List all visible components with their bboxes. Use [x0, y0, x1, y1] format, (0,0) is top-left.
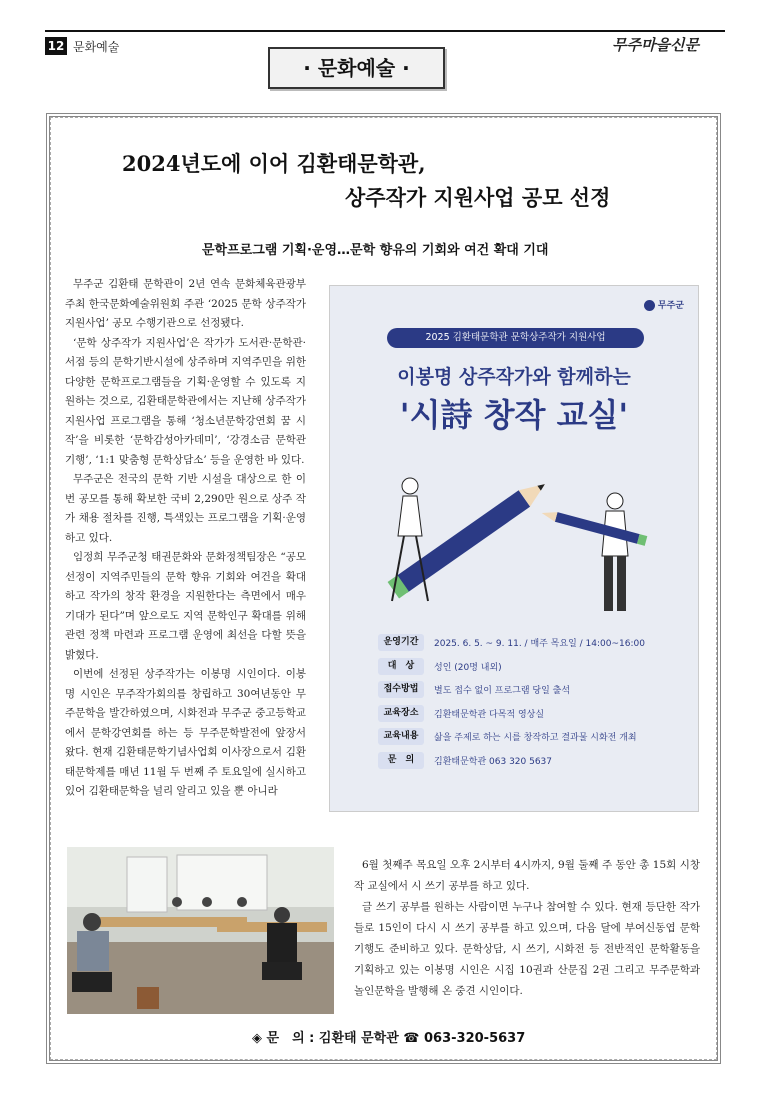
paragraph: 글 쓰기 공부를 원하는 사람이면 누구나 참여할 수 있다. 현재 등단한 작가들로 15인이 다시 시 쓰기 공부를 하고 있으며, 다음 달에 부여신동엽 문학기행도 준비하고 있다. 문학상담, 시 쓰기, 시화전 등 전반적인 문학활동을 기획하고 있는 이봉명 시인은 시집 10권과 산문집 2권 그리고 무주문학과 놀인문학을 발행해 온 중견 시인이다. — [354, 901, 700, 997]
article-subtitle: 문학프로그램 기획·운영…문학 향유의 기회와 여건 확대 기대 — [202, 243, 549, 258]
info-label: 교육내용 — [378, 728, 424, 745]
info-row — [378, 702, 678, 726]
paragraph: 무주군은 전국의 문학 기반 시설을 대상으로 한 이번 공모를 통해 확보한 국비 2,290만 원으로 상주 작가 채용 절차를 진행, 특색있는 프로그램을 기획·운영하고 있다. — [65, 473, 306, 544]
info-row — [378, 749, 678, 773]
county-emblem-icon — [644, 300, 655, 311]
contact-line: ◈ 문 의 : 김환태 문학관 ☎ 063-320-5637 — [252, 1031, 526, 1046]
info-row — [378, 678, 678, 702]
poster-headline-2: '시詩 창작 교실' — [399, 396, 629, 434]
poster-county-logo — [644, 298, 684, 311]
poster-logo-text: 무주군 — [657, 301, 684, 311]
headline-line-2: 상주작가 지원사업 공모 선정 — [345, 185, 611, 210]
paragraph: ‘문학 상주작가 지원사업’은 작가가 도서관·문학관·서점 등의 문학기반시설에 상주하며 지역주민을 위한 다양한 문학프로그램들을 기획·운영할 수 있도록 지원하는 것으로, 김환태문학관에서는 지난해 상주작가 지원사업 프로그램을 통해 ‘청소년문학강연회 꿈 시작’을 비롯한 ‘문학감성아카데미’, ‘강경소금 문학관 기행’, ‘1:1 맞춤형 문학상담소’ 등을 운영한 바 있다. — [65, 336, 306, 466]
poster-headline: 이봉명 상주작가와 함께하는 — [397, 366, 631, 388]
info-value: 삶을 주제로 하는 시를 창작하고 결과물 시화전 개최 — [434, 733, 637, 744]
info-value: 성인 (20명 내외) — [434, 662, 502, 673]
info-value: 김환태문학관 다목적 영상실 — [434, 709, 545, 720]
poster-program-title: 2025 김환태문학관 문학상주작가 지원사업 — [387, 328, 644, 348]
paragraph: 6월 첫째주 목요일 오후 2시부터 4시까지, 9월 둘째 주 동안 총 15회 시창작 교실에서 시 쓰기 공부를 하고 있다. — [354, 859, 700, 892]
section-banner: · 문화예술 · — [268, 47, 445, 89]
info-label: 문 의 — [378, 752, 424, 769]
small-pencil-icon — [540, 508, 647, 546]
info-label: 접수방법 — [378, 681, 424, 698]
paragraph: 임정희 무주군청 태권문화와 문화정책팀장은 “공모 선정이 지역주민들의 문학 향유 기회와 여건을 확대하고 작가의 창작 환경을 지원한다는 측면에서 매우 기대가 된다”며 앞으로도 지역 문학인구 확대를 위해 관련 정책 마련과 프로그램 운영에 최선을 다할 뜻을 밝혔다. — [65, 551, 306, 661]
pencil-icon — [388, 476, 551, 598]
info-value: 김환태문학관 063 320 5637 — [434, 756, 553, 767]
info-value: 2025. 6. 5. ~ 9. 11. / 매주 목요일 / 14:00~16:00 — [434, 639, 645, 650]
info-row — [378, 631, 678, 655]
poster-illustration — [370, 446, 670, 616]
poster-info-table — [378, 631, 678, 772]
man-figure-icon — [602, 493, 628, 611]
paragraph: 이번에 선정된 상주작가는 이봉명 시인이다. 이봉명 시인은 무주작가회의를 창립하고 30여년동안 무주문학을 발간하였으며, 시화전과 무주군 중고등학교에서 문학강연회를 하는 등 무주문학발전에 앞장서 왔다. 현재 김환태문학기념사업회 이사장으로서 김환태문학제를 매년 11월 두 번째 주 토요일에 실시하고 있어 김환태문학을 널리 알리고 있을 뿐 아니라 — [65, 668, 306, 797]
program-poster — [329, 285, 699, 812]
newspaper-logo: 무주마을신문 — [612, 36, 699, 54]
article-body-column — [65, 275, 306, 802]
article-body-column-2 — [354, 855, 700, 1002]
classroom-scene-icon — [67, 847, 334, 1014]
info-row — [378, 655, 678, 679]
top-rule — [45, 30, 725, 32]
info-row — [378, 725, 678, 749]
info-label: 교육장소 — [378, 705, 424, 722]
headline-line-1: 2024년도에 이어 김환태문학관, — [122, 151, 426, 176]
classroom-photo — [67, 847, 334, 1014]
info-value: 별도 접수 없이 프로그램 당일 출석 — [434, 686, 571, 697]
page-number: 12 — [45, 37, 67, 55]
info-label: 대 상 — [378, 658, 424, 675]
info-label: 운영기간 — [378, 634, 424, 651]
paragraph: 무주군 김환태 문학관이 2년 연속 문화체육관광부 주최 한국문화예술위원회 주관 ‘2025 문학 상주작가 지원사업’ 공모 수행기관으로 선정됐다. — [65, 278, 306, 329]
section-label: 문화예술 — [73, 40, 120, 54]
